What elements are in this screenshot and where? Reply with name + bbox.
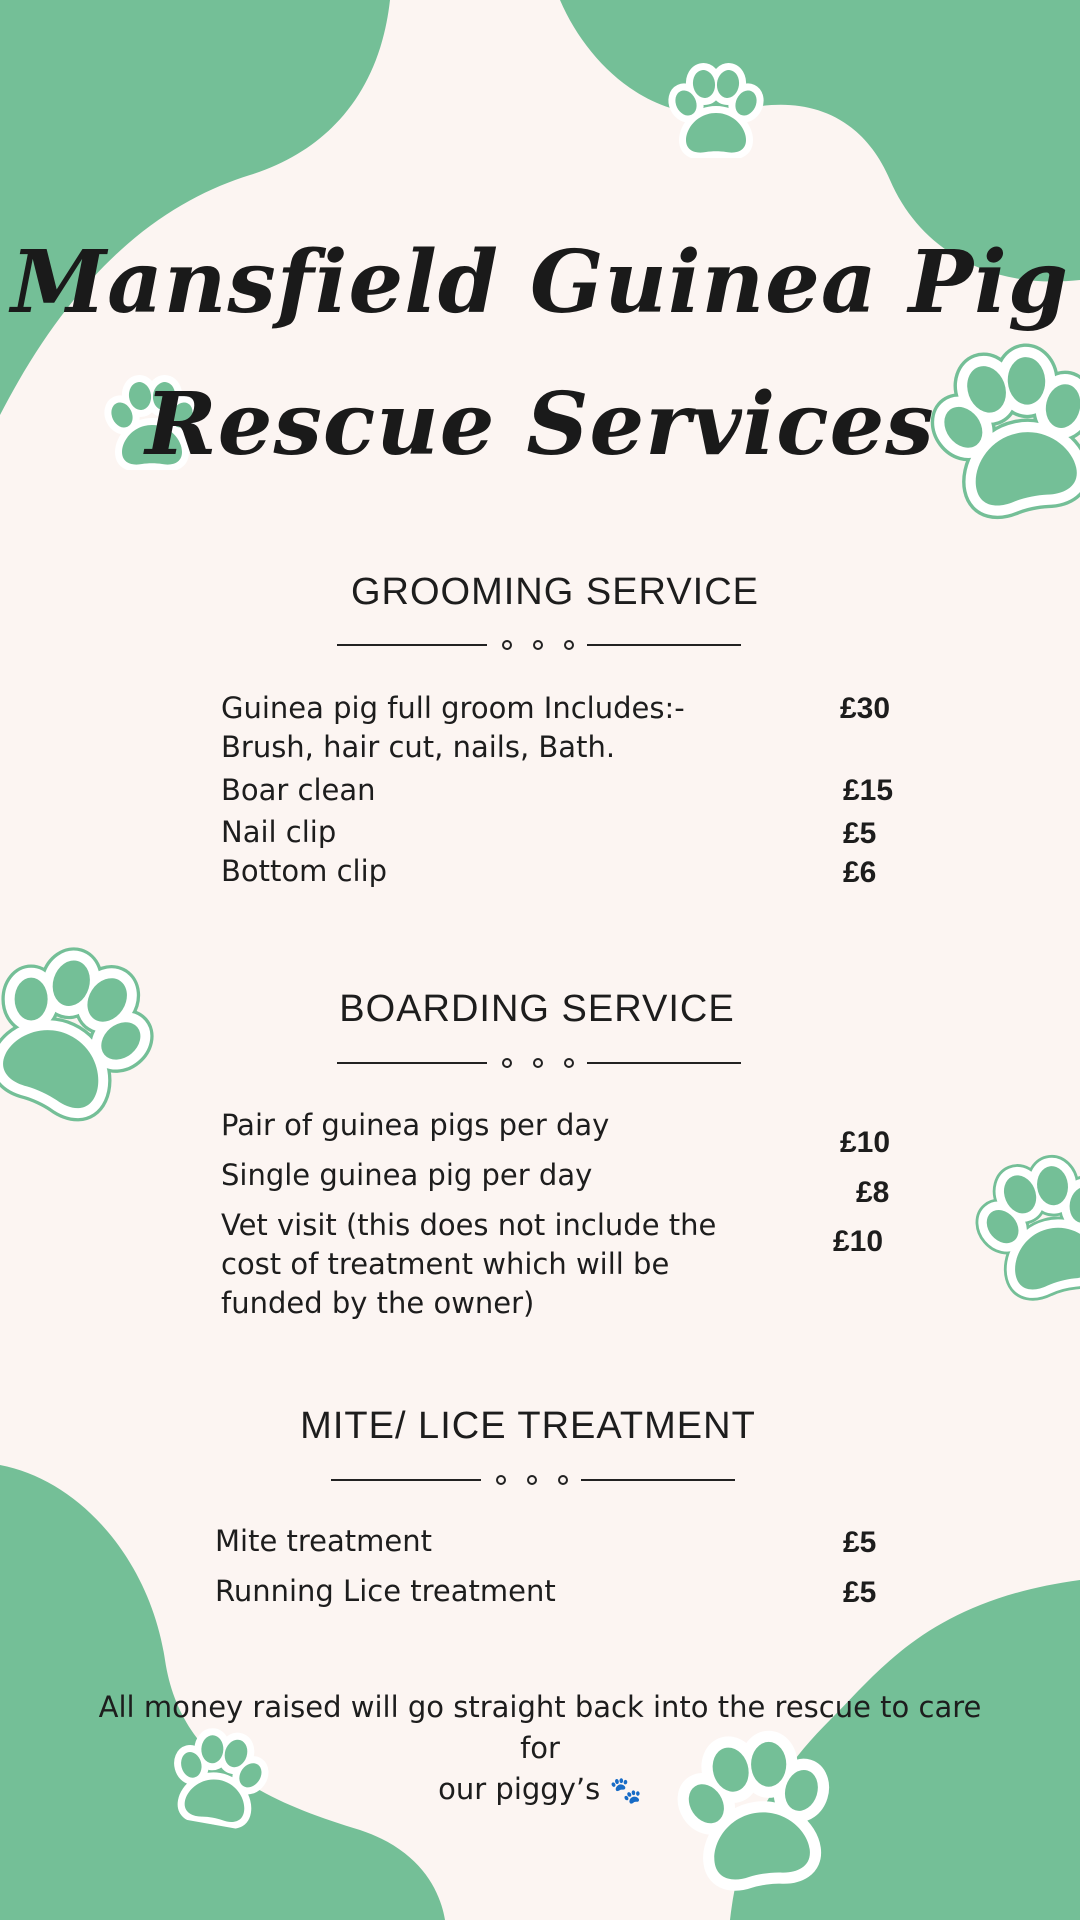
- boarding-section-heading: BOARDING SERVICE: [339, 988, 735, 1030]
- service-item-price: £5: [843, 1526, 877, 1559]
- service-item-name: Guinea pig full groom Includes:- Brush, hair cut, nails, Bath.: [221, 691, 685, 764]
- service-item-name: Vet visit (this does not include the cost of treatment which will be funded by the owner): [221, 1208, 717, 1320]
- service-item-price: £30: [840, 692, 891, 725]
- service-item-name: Running Lice treatment: [215, 1574, 556, 1608]
- service-item-name: Nail clip: [221, 815, 337, 849]
- service-item-price: £6: [843, 856, 877, 889]
- paw-prints-icon: 🐾: [609, 1776, 642, 1806]
- service-item-price: £5: [843, 1576, 877, 1609]
- service-item-name: Pair of guinea pigs per day: [221, 1108, 610, 1142]
- top-left-blob: [0, 0, 390, 415]
- section-divider: [331, 1470, 735, 1490]
- paw-print-icon: [666, 58, 766, 158]
- footer-line-1: All money raised will go straight back into the rescue to care for: [98, 1690, 982, 1765]
- service-item-price: £5: [843, 817, 877, 850]
- footer-line-2: our piggy’s: [438, 1772, 601, 1806]
- service-item-name: Boar clean: [221, 773, 376, 807]
- footer-note: [80, 1687, 1000, 1812]
- service-item-price: £8: [856, 1176, 890, 1209]
- section-divider: [337, 635, 741, 655]
- page-title-line-2: Rescue Services: [145, 374, 935, 475]
- mite-lice-section-heading: MITE/ LICE TREATMENT: [300, 1405, 756, 1447]
- section-divider: [337, 1053, 741, 1073]
- service-item-name: Mite treatment: [215, 1524, 432, 1558]
- service-item-name: Single guinea pig per day: [221, 1158, 593, 1192]
- service-item-name: Bottom clip: [221, 854, 388, 888]
- service-item-price: £10: [840, 1126, 891, 1159]
- page-title-line-1: Mansfield Guinea Pig: [10, 232, 1069, 333]
- service-item-price: £10: [833, 1225, 884, 1258]
- grooming-section-heading: GROOMING SERVICE: [350, 571, 760, 613]
- service-item-price: £15: [843, 774, 894, 807]
